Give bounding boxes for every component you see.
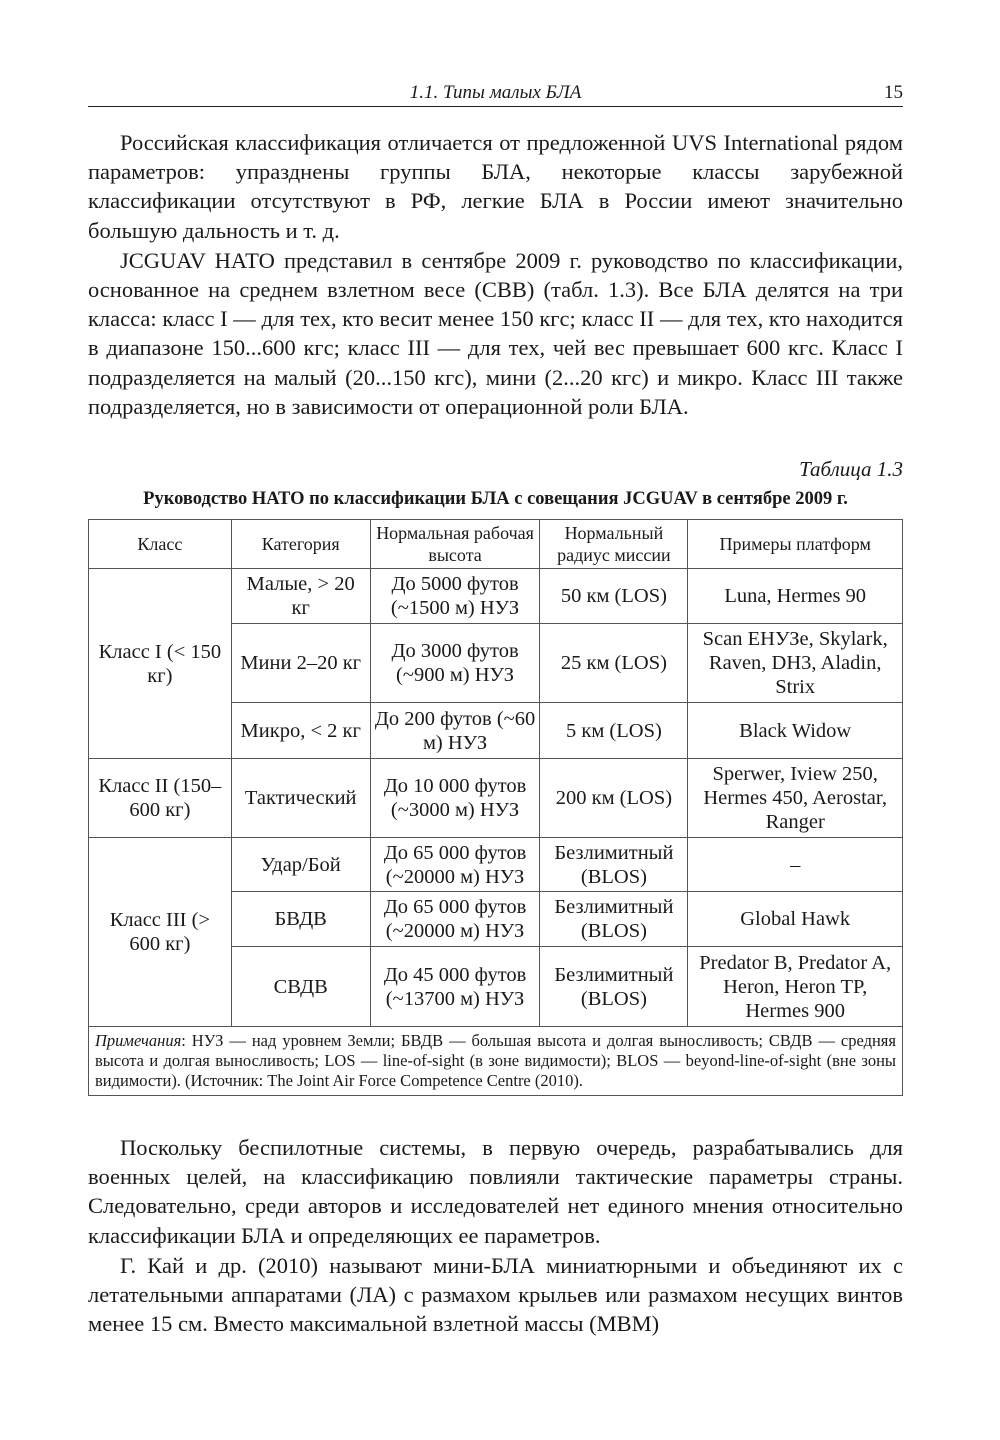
altitude-cell: До 200 футов (~60 м) НУЗ (370, 703, 540, 759)
altitude-cell: До 5000 футов (~1500 м) НУЗ (370, 569, 540, 624)
examples-cell: Predator B, Predator A, Heron, Heron TP, Hermes 900 (688, 947, 903, 1027)
header-altitude: Нормальная рабочая высота (370, 520, 540, 569)
table-row (89, 569, 903, 624)
header-examples: Примеры платформ (688, 520, 903, 569)
classification-table (88, 519, 903, 1096)
altitude-cell: До 65 000 футов (~20000 м) НУЗ (370, 838, 540, 892)
category-cell: Малые, > 20 кг (231, 569, 370, 624)
page (88, 76, 903, 1338)
paragraph-3: Поскольку беспилотные системы, в первую очередь, разрабатывались для военных целей, на классификацию повлияли тактические параметры страны. Следовательно, среди авторов и исследователей нет единого мнения относительно классификации БЛА и определяющих ее параметров. (88, 1135, 903, 1248)
header-category: Категория (231, 520, 370, 569)
paragraph-1: Российская классификация отличается от предложенной UVS International рядом параметров: упразднены группы БЛА, некоторые классы зарубежной классификации отсутствуют в РФ, легкие БЛА в России имеют значительно большую дальность и т. д. (88, 130, 903, 243)
header-radius: Нормальный радиус миссии (540, 520, 688, 569)
examples-cell: Sperwer, Iview 250, Hermes 450, Aerostar, Ranger (688, 759, 903, 838)
radius-cell: 5 км (LOS) (540, 703, 688, 759)
table-header-row (89, 520, 903, 569)
table-notes (89, 1027, 903, 1096)
radius-cell: 25 км (LOS) (540, 624, 688, 703)
paragraph-4: Г. Кай и др. (2010) называют мини-БЛА миниатюрными и объединяют их с летательными аппаратами (ЛА) с размахом крыльев или размахом несущих винтов менее 15 см. Вместо максимальной взлетной массы (МВМ) (88, 1252, 903, 1337)
radius-cell: 200 км (LOS) (540, 759, 688, 838)
altitude-cell: До 45 000 футов (~13700 м) НУЗ (370, 947, 540, 1027)
examples-cell: – (688, 838, 903, 892)
altitude-cell: До 10 000 футов (~3000 м) НУЗ (370, 759, 540, 838)
examples-cell: Global Hawk (688, 892, 903, 947)
table-row (89, 838, 903, 892)
class-cell: Класс III (> 600 кг) (89, 838, 232, 1027)
category-cell: Микро, < 2 кг (231, 703, 370, 759)
category-cell: БВДВ (231, 892, 370, 947)
table-label: Таблица 1.3 (799, 457, 903, 482)
class-cell: Класс II (150–600 кг) (89, 759, 232, 838)
paragraph-2: JCGUAV НАТО представил в сентябре 2009 г. руководство по классификации, основанное на среднем взлетном весе (СВВ) (табл. 1.3). Все БЛА делятся на три класса: класс I — для тех, кто весит менее 150 кгс; класс II — для тех, кто находится в диапазоне 150...600 кгс; класс III — для тех, чей вес превышает 600 кгс. Класс I подразделяется на малый (20...150 кгс), мини (2...20 кгс) и микро. Класс III также подразделяется, но в зависимости от операционной роли БЛА. (88, 247, 903, 419)
category-cell: СВДВ (231, 947, 370, 1027)
notes-text: : НУЗ — над уровнем Земли; БВДВ — большая высота и долгая выносливость; СВДВ — средняя высота и долгая выносливость; LOS — line-of-sight (в зоне видимости); BLOS — beyond-line-of-sight (вне зоны видимости). (Источник: The Joint Air Force Competence Centre (2010). (95, 1031, 896, 1091)
examples-cell: Luna, Hermes 90 (688, 569, 903, 624)
table-notes-row (89, 1027, 903, 1096)
table-row (89, 759, 903, 838)
class-cell: Класс I (< 150 кг) (89, 569, 232, 759)
section-title: 1.1. Типы малых БЛА (409, 82, 582, 103)
page-number: 15 (884, 82, 903, 103)
altitude-cell: До 3000 футов (~900 м) НУЗ (370, 624, 540, 703)
category-cell: Мини 2–20 кг (231, 624, 370, 703)
header-class: Класс (89, 520, 232, 569)
running-header (88, 76, 903, 107)
radius-cell: Безлимитный (BLOS) (540, 838, 688, 892)
examples-cell: Black Widow (688, 703, 903, 759)
radius-cell: 50 км (LOS) (540, 569, 688, 624)
examples-cell: Scan EНУЗe, Skylark, Raven, DH3, Aladin, Strix (688, 624, 903, 703)
category-cell: Тактический (231, 759, 370, 838)
table-caption: Руководство НАТО по классификации БЛА с совещания JCGUAV в сентябре 2009 г. (143, 489, 848, 510)
altitude-cell: До 65 000 футов (~20000 м) НУЗ (370, 892, 540, 947)
radius-cell: Безлимитный (BLOS) (540, 892, 688, 947)
category-cell: Удар/Бой (231, 838, 370, 892)
notes-label: Примечания (95, 1031, 182, 1051)
radius-cell: Безлимитный (BLOS) (540, 947, 688, 1027)
